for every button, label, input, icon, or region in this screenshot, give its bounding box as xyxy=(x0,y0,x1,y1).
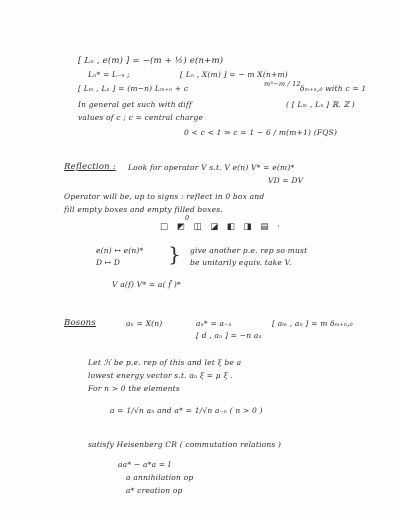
reflection-line-1: Look for operator V s.t. V e(n) V* = e(m)* xyxy=(128,163,295,172)
fqs-condition: 0 < c < 1 ⇒ c = 1 − 6 / m(m+1) (FQS) xyxy=(184,128,338,137)
central-charge-line: values of c ; c = central charge xyxy=(78,113,204,122)
virasoro-relation: [ Lₘ , Lₙ ] = (m−n) Lₘ₊ₙ + c xyxy=(78,84,189,93)
brace: } xyxy=(168,242,181,266)
let-line-2: lowest energy vector s.t. aₙ ξ = μ ξ . xyxy=(88,371,233,380)
bosons-heading: Bosons xyxy=(64,318,96,328)
commutator-L-e: [ Lₙ , e(m) ] = −(m + ½) e(n+m) xyxy=(78,56,224,66)
heisenberg-line: satisfy Heisenberg CR ( commutation relations ) xyxy=(88,440,282,449)
heisenberg-relation: aa* − a*a = I xyxy=(118,460,172,469)
boson-commutator: [ aₘ , aₙ ] = m δₘ₊ₙ,₀ xyxy=(272,319,353,328)
commutator-L-X: [ Lₙ , X(m) ] = − m X(n+m) xyxy=(180,70,288,79)
reflection-line-3: Operator will be, up to signs : reflect in 0 box and xyxy=(64,192,265,201)
reflection-heading: Reflection : xyxy=(64,162,116,172)
brace-text-1: give another p.e. rep so must xyxy=(190,246,308,255)
brace-text-2: be unitarily equiv. take V. xyxy=(190,258,292,267)
zero-box-label: 0 xyxy=(185,214,190,222)
boson-d-commutator: [ d , aₙ ] = −n aₙ xyxy=(196,331,262,340)
let-line-3: For n > 0 the elements xyxy=(88,384,180,393)
creation-op: a* creation op xyxy=(126,486,183,495)
normalized-operators: a = 1/√n aₙ and a* = 1/√n a₋ₙ ( n > 0 ) xyxy=(110,406,263,415)
general-statement-bracket: ( [ Lₘ , Lₙ ] ℝ, ℤ ) xyxy=(286,100,355,109)
central-term-fraction: m³−m / 12 xyxy=(264,80,301,88)
reflection-result: V a(f) V* = a( f̄ )* xyxy=(112,280,181,289)
adjoint-relation: Lₙ* = L₋ₙ ; xyxy=(88,70,130,79)
let-line-1: Let ℋ be p.e. rep of this and let ξ be a xyxy=(88,358,242,367)
reflection-line-2: VD = DV xyxy=(268,176,304,185)
map-D: D ↦ D xyxy=(96,258,121,267)
boson-def: aₙ = X(n) xyxy=(126,319,163,328)
annihilation-op: a annihilation op xyxy=(126,473,194,482)
reflection-line-4: fill empty boxes and empty filled boxes. xyxy=(64,205,223,214)
map-e: e(n) ↦ e(n)* xyxy=(96,246,144,255)
young-diagram-boxes: □ ◩ ◫ ◪ ◧ ◨ ▤ · xyxy=(160,222,283,232)
general-statement: In general get such with diff xyxy=(78,100,192,109)
central-term-delta: δₘ₊ₙ,₀ with c = 1 xyxy=(300,84,367,93)
boson-adjoint: aₙ* = a₋ₙ xyxy=(196,319,232,328)
